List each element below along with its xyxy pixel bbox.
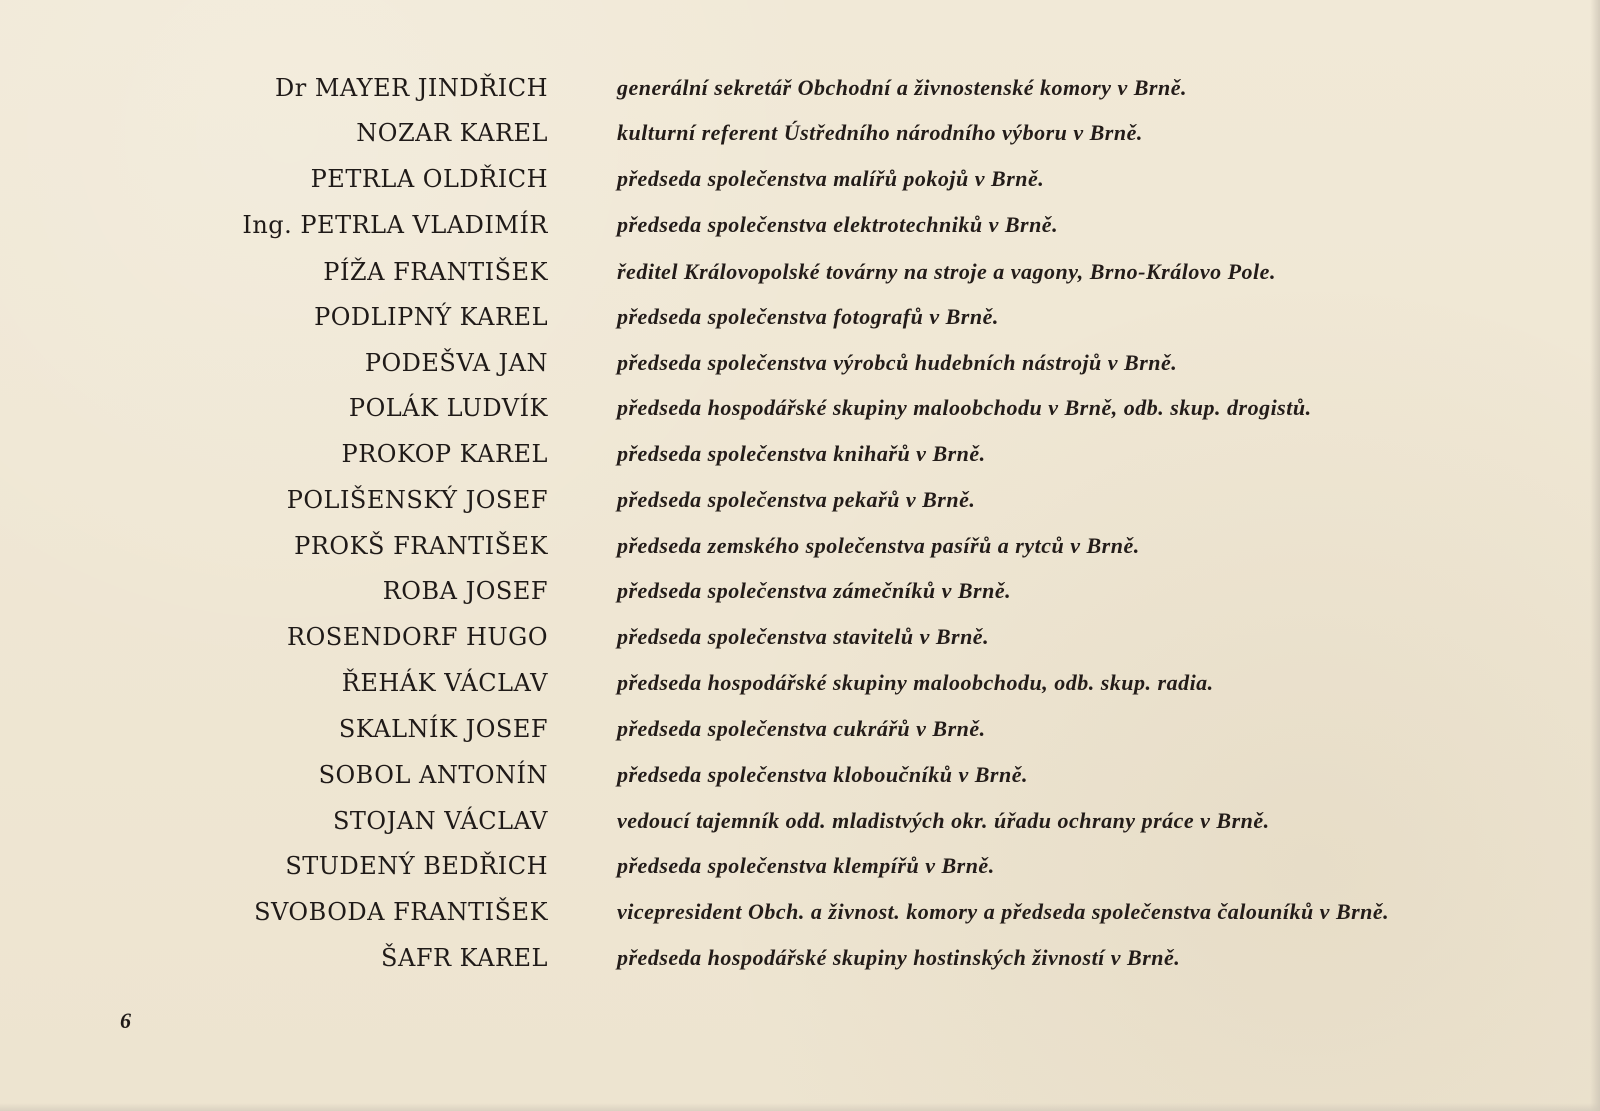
person-name: SOBOL ANTONÍN xyxy=(318,761,548,789)
person-role: předseda společenstva zámečníků v Brně. xyxy=(617,578,1012,603)
list-item xyxy=(0,752,1600,798)
person-role: předseda zemského společenstva pasířů a rytců v Brně. xyxy=(617,533,1140,558)
person-role: předseda společenstva pekařů v Brně. xyxy=(617,487,976,512)
person-role: předseda společenstva výrobců hudebních nástrojů v Brně. xyxy=(617,350,1178,375)
person-name: PODEŠVA JAN xyxy=(364,349,548,377)
person-role: předseda hospodářské skupiny hostinských živností v Brně. xyxy=(617,945,1181,970)
list-item xyxy=(0,156,1600,202)
page-number: 6 xyxy=(120,1008,131,1033)
person-role: předseda společenstva cukrářů v Brně. xyxy=(617,716,986,741)
list-item xyxy=(0,65,1600,111)
person-role: předseda hospodářské skupiny maloobchodu, odb. skup. radia. xyxy=(617,670,1214,695)
person-name: ŠAFR KAREL xyxy=(381,944,548,972)
list-item xyxy=(0,660,1600,706)
person-role: předseda společenstva fotografů v Brně. xyxy=(617,304,999,329)
person-role: předseda společenstva kloboučníků v Brně. xyxy=(617,762,1028,787)
person-name: ROSENDORF HUGO xyxy=(287,623,548,651)
list-item xyxy=(0,340,1600,386)
list-item xyxy=(0,477,1600,523)
list-item xyxy=(0,249,1600,295)
person-name: POLIŠENSKÝ JOSEF xyxy=(286,486,548,514)
person-role: předseda společenstva elektrotechniků v Brně. xyxy=(617,212,1059,237)
list-item xyxy=(0,843,1600,889)
list-item xyxy=(0,294,1600,340)
person-role: ředitel Královopolské továrny na stroje a vagony, Brno-Královo Pole. xyxy=(617,259,1276,284)
list-item xyxy=(0,110,1600,156)
list-item xyxy=(0,523,1600,569)
person-role: předseda společenstva knihařů v Brně. xyxy=(617,441,986,466)
person-name: SKALNÍK JOSEF xyxy=(338,715,548,743)
person-name: PROKOP KAREL xyxy=(341,440,548,468)
list-item xyxy=(0,614,1600,660)
person-role: předseda společenstva malířů pokojů v Brně. xyxy=(617,166,1045,191)
list-item xyxy=(0,798,1600,844)
person-name: NOZAR KAREL xyxy=(356,119,548,147)
person-role: předseda společenstva stavitelů v Brně. xyxy=(617,624,990,649)
person-role: vicepresident Obch. a živnost. komory a předseda společenstva čalouníků v Brně. xyxy=(617,899,1390,924)
person-role: předseda hospodářské skupiny maloobchodu v Brně, odb. skup. drogistů. xyxy=(617,395,1312,420)
person-name: PROKŠ FRANTIŠEK xyxy=(294,532,548,560)
list-item xyxy=(0,889,1600,935)
list-item xyxy=(0,202,1600,248)
person-role: vedoucí tajemník odd. mladistvých okr. úřadu ochrany práce v Brně. xyxy=(617,808,1270,833)
person-name: Ing. PETRLA VLADIMÍR xyxy=(242,211,548,239)
list-item xyxy=(0,706,1600,752)
person-name: STUDENÝ BEDŘICH xyxy=(285,852,548,880)
person-name: STOJAN VÁCLAV xyxy=(332,807,548,835)
person-name: PÍŽA FRANTIŠEK xyxy=(323,258,548,286)
list-item xyxy=(0,568,1600,614)
list-item xyxy=(0,431,1600,477)
paper-bottom-edge xyxy=(0,1103,1600,1111)
person-name: PETRLA OLDŘICH xyxy=(310,165,548,193)
person-name: Dr MAYER JINDŘICH xyxy=(274,74,548,102)
person-role: kulturní referent Ústředního národního výboru v Brně. xyxy=(617,120,1143,145)
list-item xyxy=(0,935,1600,981)
person-name: ŘEHÁK VÁCLAV xyxy=(341,669,548,697)
list-item xyxy=(0,385,1600,431)
person-name: POLÁK LUDVÍK xyxy=(348,394,548,422)
person-name: PODLIPNÝ KAREL xyxy=(314,303,548,331)
person-role: předseda společenstva klempířů v Brně. xyxy=(617,853,995,878)
person-role: generální sekretář Obchodní a živnostenské komory v Brně. xyxy=(617,75,1187,100)
person-name: ROBA JOSEF xyxy=(382,577,548,605)
person-name: SVOBODA FRANTIŠEK xyxy=(254,898,548,926)
